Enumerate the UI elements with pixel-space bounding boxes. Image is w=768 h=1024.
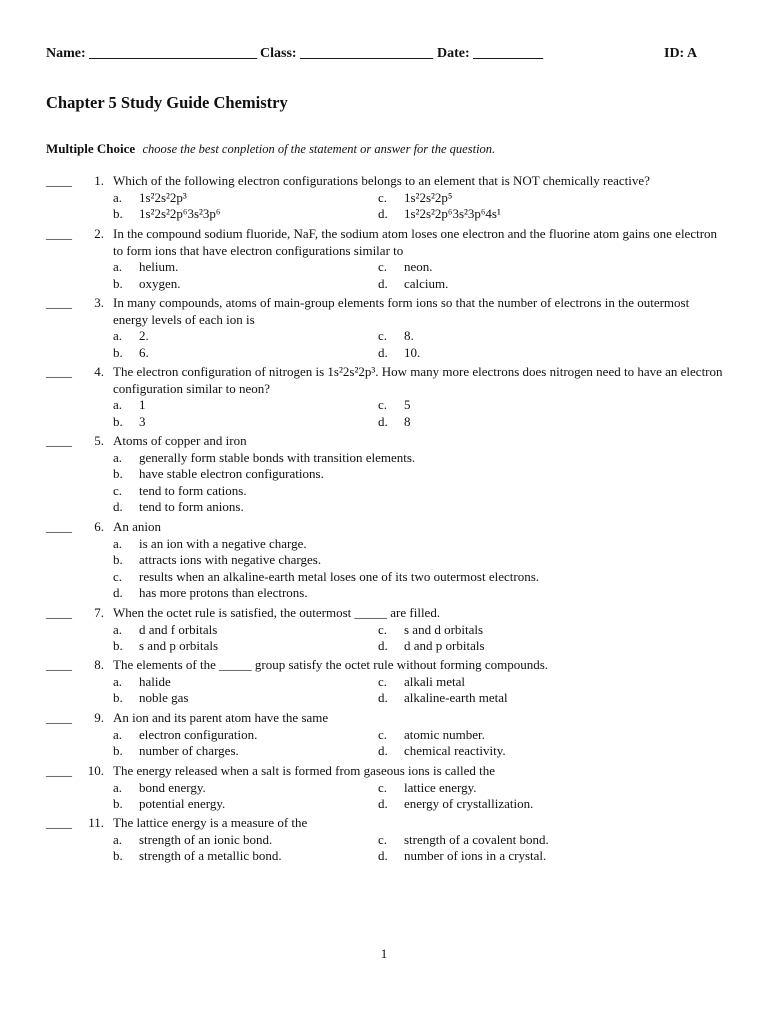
option-b <box>113 466 324 483</box>
option-a <box>113 832 272 849</box>
option-text: 1s²2s²2p⁶3s²3p⁶ <box>139 206 221 222</box>
date-field-label: Date: __________ <box>437 46 544 61</box>
option-letter: c. <box>113 482 123 498</box>
option-text: 1s²2s²2p⁶3s²3p⁶4s¹ <box>404 206 501 222</box>
option-text: generally form stable bonds with transition elements. <box>139 449 416 465</box>
option-text: lattice energy. <box>404 779 477 795</box>
question-stem: The electron configuration of nitrogen is 1s²2s²2p³. How many more electrons does nitrogen need to have an electron configuration similar to neon? <box>113 364 723 396</box>
option-c <box>378 190 452 207</box>
option-text: electron configuration. <box>139 726 258 742</box>
option-letter: b. <box>113 638 123 654</box>
class-field-label: Class: ___________________ <box>260 46 434 61</box>
option-d <box>378 276 448 293</box>
option-c <box>113 483 247 500</box>
option-text: strength of a metallic bond. <box>139 848 282 864</box>
option-letter: b. <box>113 743 123 759</box>
option-letter: b. <box>113 848 123 864</box>
question-stem: The elements of the _____ group satisfy the octet rule without forming compounds. <box>113 657 549 672</box>
option-text: tend to form anions. <box>139 499 244 515</box>
option-letter: a. <box>113 726 123 742</box>
option-text: oxygen. <box>139 275 181 291</box>
option-d <box>378 796 533 813</box>
question-number: 7. <box>94 605 104 620</box>
option-letter: d. <box>113 499 123 515</box>
option-text: 8. <box>404 328 414 344</box>
option-b <box>113 206 220 223</box>
question-stem: Which of the following electron configurations belongs to an element that is NOT chemically reactive? <box>113 173 650 188</box>
option-letter: c. <box>378 726 388 742</box>
question-number: 11. <box>88 815 104 830</box>
option-text: 1s²2s²2p⁵ <box>404 189 453 205</box>
option-text: atomic number. <box>404 726 485 742</box>
question-number: 4. <box>94 364 104 379</box>
option-d <box>378 848 546 865</box>
option-d <box>378 638 485 655</box>
page-title: Chapter 5 Study Guide Chemistry <box>46 93 288 112</box>
option-text: 10. <box>404 344 421 360</box>
question-stem: In many compounds, atoms of main-group elements form ions so that the number of electrons in the outermost energy levels of each ion is <box>113 295 690 327</box>
option-letter: b. <box>113 275 123 291</box>
section-instruction: choose the best conpletion of the statement or answer for the question. <box>142 142 496 156</box>
option-letter: b. <box>113 206 123 222</box>
option-c <box>378 832 549 849</box>
option-letter: d. <box>378 796 388 812</box>
option-a <box>113 190 187 207</box>
option-letter: b. <box>113 552 123 568</box>
question-number: 2. <box>94 226 104 241</box>
option-c <box>378 780 477 797</box>
option-letter: b. <box>113 466 123 482</box>
question-stem: When the octet rule is satisfied, the outermost _____ are filled. <box>113 605 441 620</box>
option-text: energy of crystallization. <box>404 796 534 812</box>
answer-blank[interactable]: ____ <box>46 295 72 310</box>
option-text: is an ion with a negative charge. <box>139 535 307 551</box>
question-number: 9. <box>94 710 104 725</box>
answer-blank[interactable]: ____ <box>46 710 72 725</box>
option-text: attracts ions with negative charges. <box>139 552 322 568</box>
answer-blank[interactable]: ____ <box>46 519 72 534</box>
section-label: Multiple Choice <box>46 141 136 156</box>
option-letter: a. <box>113 397 123 413</box>
answer-blank[interactable]: ____ <box>46 364 72 379</box>
option-d <box>378 206 501 223</box>
option-text: d and p orbitals <box>404 638 485 654</box>
option-letter: c. <box>378 779 388 795</box>
option-letter: b. <box>113 344 123 360</box>
option-letter: a. <box>113 621 123 637</box>
option-text: tend to form cations. <box>139 482 247 498</box>
option-letter: c. <box>113 568 123 584</box>
option-letter: c. <box>378 397 388 413</box>
option-letter: b. <box>113 690 123 706</box>
option-b <box>113 552 321 569</box>
option-text: 3 <box>139 413 146 429</box>
question-number: 3. <box>94 295 104 310</box>
option-text: number of ions in a crystal. <box>404 848 547 864</box>
option-text: alkali metal <box>404 673 466 689</box>
option-letter: d. <box>378 206 388 222</box>
option-letter: d. <box>378 743 388 759</box>
question-stem: The energy released when a salt is formed from gaseous ions is called the <box>113 763 496 778</box>
option-b <box>113 345 149 362</box>
option-b <box>113 848 282 865</box>
option-text: strength of a covalent bond. <box>404 831 549 847</box>
option-text: number of charges. <box>139 743 239 759</box>
option-text: bond energy. <box>139 779 206 795</box>
option-b <box>113 690 188 707</box>
question-number: 8. <box>94 657 104 672</box>
option-d <box>113 585 308 602</box>
option-letter: d. <box>378 344 388 360</box>
option-text: 1s²2s²2p³ <box>139 189 187 205</box>
option-text: halide <box>139 673 171 689</box>
option-text: 1 <box>139 397 146 413</box>
option-text: has more protons than electrons. <box>139 585 308 601</box>
option-letter: a. <box>113 673 123 689</box>
option-text: alkaline-earth metal <box>404 690 508 706</box>
option-letter: d. <box>378 275 388 291</box>
option-letter: a. <box>113 189 123 205</box>
question-number: 1. <box>94 173 104 188</box>
option-letter: c. <box>378 673 388 689</box>
option-letter: a. <box>113 259 123 275</box>
question-number: 6. <box>94 519 104 534</box>
answer-blank[interactable]: ____ <box>46 815 72 830</box>
option-a <box>113 259 178 276</box>
option-text: 2. <box>139 328 149 344</box>
option-letter: c. <box>378 328 388 344</box>
option-letter: d. <box>378 848 388 864</box>
option-d <box>378 414 411 431</box>
option-text: have stable electron configurations. <box>139 466 324 482</box>
answer-blank[interactable]: ____ <box>46 763 72 778</box>
answer-blank[interactable]: ____ <box>46 433 72 448</box>
question-stem: An anion <box>113 519 162 534</box>
option-letter: c. <box>378 621 388 637</box>
option-a <box>113 536 307 553</box>
question-stem: An ion and its parent atom have the same <box>113 710 329 725</box>
option-text: potential energy. <box>139 796 226 812</box>
option-letter: d. <box>113 585 123 601</box>
question-stem: The lattice energy is a measure of the <box>113 815 308 830</box>
option-c <box>378 397 411 414</box>
option-letter: b. <box>113 796 123 812</box>
option-text: d and f orbitals <box>139 621 218 637</box>
option-a <box>113 674 171 691</box>
id-label: ID: A <box>664 46 698 61</box>
option-text: s and d orbitals <box>404 621 484 637</box>
option-d <box>113 499 244 516</box>
option-c <box>378 259 433 276</box>
option-letter: a. <box>113 831 123 847</box>
option-letter: c. <box>378 189 388 205</box>
option-a <box>113 727 257 744</box>
question-number: 10. <box>87 763 104 778</box>
option-text: helium. <box>139 259 179 275</box>
option-c <box>378 727 485 744</box>
page-number: 1 <box>380 946 388 961</box>
option-a <box>113 397 146 414</box>
option-c <box>378 328 414 345</box>
option-c <box>378 674 465 691</box>
option-b <box>113 796 225 813</box>
option-letter: a. <box>113 779 123 795</box>
option-text: neon. <box>404 259 433 275</box>
option-text: calcium. <box>404 275 449 291</box>
option-b <box>113 638 218 655</box>
option-letter: d. <box>378 638 388 654</box>
option-letter: d. <box>378 690 388 706</box>
option-letter: c. <box>378 259 388 275</box>
question-stem: Atoms of copper and iron <box>113 433 247 448</box>
option-c <box>113 569 539 586</box>
option-text: 5 <box>404 397 411 413</box>
option-letter: a. <box>113 535 123 551</box>
option-d <box>378 345 420 362</box>
answer-blank[interactable]: ____ <box>46 605 72 620</box>
question-number: 5. <box>94 433 104 448</box>
option-letter: d. <box>378 413 388 429</box>
option-a <box>113 780 206 797</box>
answer-blank[interactable]: ____ <box>46 173 72 188</box>
option-letter: b. <box>113 413 123 429</box>
option-d <box>378 743 506 760</box>
option-text: results when an alkaline-earth metal loses one of its two outermost electrons. <box>139 568 539 584</box>
option-text: 6. <box>139 344 149 360</box>
option-a <box>113 328 149 345</box>
option-b <box>113 276 181 293</box>
name-field-label: Name: ________________________ <box>46 46 258 61</box>
option-letter: a. <box>113 328 123 344</box>
option-letter: c. <box>378 831 388 847</box>
option-b <box>113 414 146 431</box>
option-text: chemical reactivity. <box>404 743 506 759</box>
answer-blank[interactable]: ____ <box>46 657 72 672</box>
option-d <box>378 690 508 707</box>
option-a <box>113 622 217 639</box>
question-stem: In the compound sodium fluoride, NaF, the sodium atom loses one electron and the fluorine atom gains one electron to form ions that have electron configurations similar to <box>113 226 718 258</box>
option-a <box>113 450 415 467</box>
option-c <box>378 622 483 639</box>
option-text: 8 <box>404 413 411 429</box>
option-letter: a. <box>113 449 123 465</box>
option-text: noble gas <box>139 690 189 706</box>
answer-blank[interactable]: ____ <box>46 226 72 241</box>
option-b <box>113 743 239 760</box>
section-heading <box>46 141 495 157</box>
option-text: s and p orbitals <box>139 638 219 654</box>
option-text: strength of an ionic bond. <box>139 831 273 847</box>
